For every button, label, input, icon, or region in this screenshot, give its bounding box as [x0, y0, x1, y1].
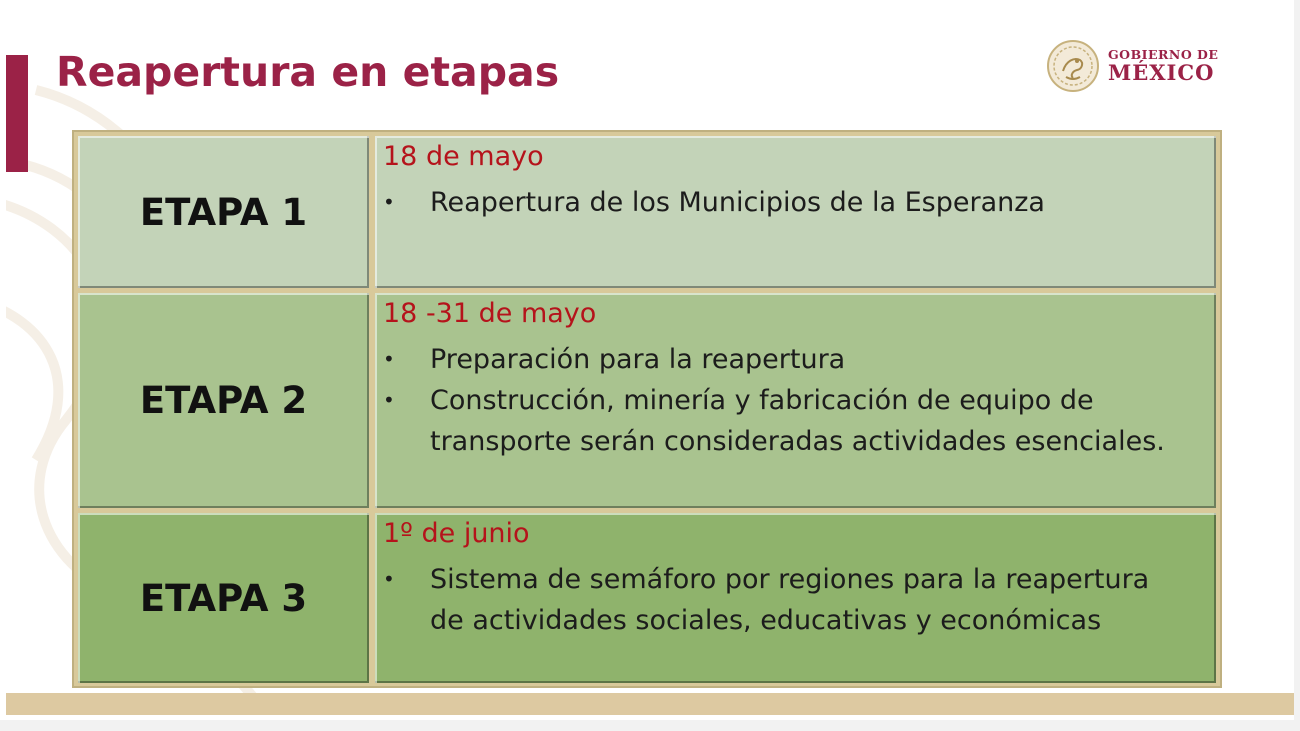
title-accent-bar	[6, 55, 28, 172]
gobierno-de-mexico-logo	[1046, 38, 1218, 94]
stage-date: 1º de junio	[383, 518, 530, 549]
stage-date: 18 de mayo	[383, 141, 544, 172]
bullet-text: Construcción, minería y fabricación de equipo de transporte serán consideradas actividades esenciales.	[430, 385, 1165, 457]
stage-info-cell	[375, 513, 1216, 683]
stage-info-cell	[375, 136, 1216, 288]
bullet-icon: •	[383, 190, 395, 214]
bullet-text: Reapertura de los Municipios de la Esperanza	[430, 187, 1045, 218]
stage-row	[78, 513, 1216, 683]
stage-label-cell	[78, 513, 369, 683]
stage-label-cell	[78, 293, 369, 508]
bullet-item	[383, 182, 1190, 223]
window-edge-bottom	[0, 720, 1300, 731]
bullet-icon: •	[383, 347, 395, 371]
footer-band	[6, 693, 1294, 715]
stage-label: ETAPA 1	[139, 190, 308, 234]
bullet-list	[383, 559, 1190, 641]
mexico-coat-of-arms-icon	[1046, 39, 1100, 93]
bullet-item	[383, 380, 1190, 462]
stage-label: ETAPA 2	[139, 379, 308, 422]
window-edge-right	[1294, 0, 1300, 731]
stage-row	[78, 293, 1216, 508]
stages-table	[72, 130, 1222, 688]
slide	[6, 0, 1294, 720]
bullet-text: Preparación para la reapertura	[430, 344, 846, 375]
stage-date: 18 -31 de mayo	[383, 298, 597, 329]
bullet-item	[383, 559, 1190, 641]
slide-title: Reapertura en etapas	[56, 48, 560, 96]
bullet-text: Sistema de semáforo por regiones para la reapertura de actividades sociales, educativas y económicas	[430, 564, 1150, 636]
logo-line-gobierno: GOBIERNO DE	[1108, 47, 1219, 63]
bullet-icon: •	[383, 388, 395, 412]
stage-row	[78, 136, 1216, 288]
stage-label: ETAPA 3	[139, 576, 308, 620]
bullet-icon: •	[383, 567, 395, 591]
bullet-item	[383, 339, 1190, 380]
bullet-list	[383, 182, 1190, 223]
stage-label-cell	[78, 136, 369, 288]
stage-info-cell	[375, 293, 1216, 508]
bullet-list	[383, 339, 1190, 462]
logo-line-mexico: MÉXICO	[1108, 59, 1215, 85]
